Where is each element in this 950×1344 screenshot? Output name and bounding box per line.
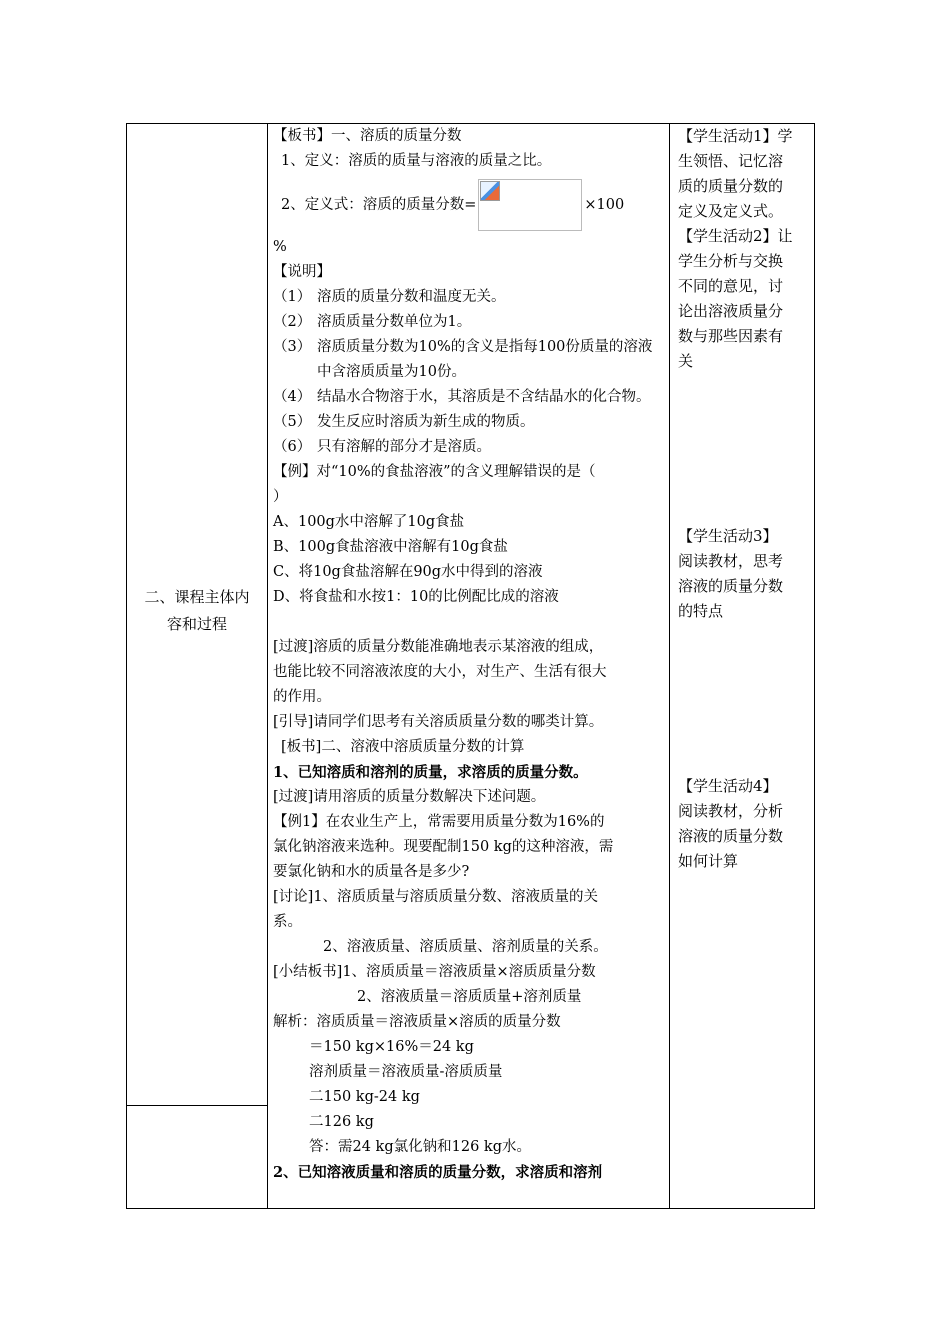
example1-line: 【例1】在农业生产上，常需要用质量分数为16%的 [273,814,605,830]
board-heading-1: 【板书】一、溶质的质量分数 [273,128,462,144]
activity-line: 阅读教材，分析 [678,802,784,820]
section-label-line: 容和过程 [166,615,227,633]
activity-line: 溶液的质量分数 [678,827,784,845]
note-text: 溶质的质量分数和温度无关。 [317,289,506,305]
note-item [273,335,665,385]
discuss-line-2: 2、溶液质量、溶质质量、溶剂质量的关系。 [323,939,608,955]
calc-heading-1: 1、已知溶质和溶剂的质量，求溶质的质量分数。 [273,764,588,781]
answer-line: 答：需24 kg氯化钠和126 kg水。 [309,1139,531,1155]
discuss-line: 系。 [273,914,302,930]
row-divider-left [127,1105,267,1106]
activity-line: 生领悟、记忆溶 [678,152,784,170]
calc-line: ＝150 kg×16%＝24 kg [309,1039,474,1055]
activity-line: 如何计算 [678,852,739,870]
note-number: （6） [273,439,312,455]
student-activity-4 [678,774,812,874]
activity-line: 定义及定义式。 [678,202,784,220]
activity-line: 【学生活动4】 [678,777,778,795]
activity-line: 阅读教材，思考 [678,552,784,570]
note-number: （4） [273,389,312,405]
lesson-content-cell [273,124,665,1185]
section-label-cell [127,584,267,638]
note-item [273,310,665,335]
calc-line: 二150 kg-24 kg [309,1089,420,1105]
example1-line: 氯化钠溶液来选种。现要配制150 kg的这种溶液，需 [273,839,614,855]
student-activity-1 [678,124,812,374]
discuss-line: [讨论]1、溶质质量与溶质质量分数、溶液质量的关 [273,889,599,905]
summary-line-1: [小结板书]1、溶质质量＝溶液质量×溶质质量分数 [273,964,596,980]
lesson-table [126,123,815,1209]
note-text: 结晶水合物溶于水，其溶质是不含结晶水的化合物。 [317,389,651,405]
note-number: （2） [273,314,312,330]
activity-line: 数与那些因素有 [678,327,784,345]
formula-image [478,179,582,231]
note-number: （3） [273,339,312,355]
note-text: 溶质质量分数单位为1。 [317,314,472,330]
note-item [273,285,665,310]
summary-line-2: 2、溶液质量＝溶质质量+溶剂质量 [357,989,582,1005]
calc-line: 溶剂质量＝溶液质量-溶质质量 [309,1064,503,1080]
spacer [273,610,665,635]
option-a: A、100g水中溶解了10g食盐 [273,514,465,530]
guide-line: [引导]请同学们思考有关溶质质量分数的哪类计算。 [273,714,604,730]
transition-line: [过渡]溶质的质量分数能准确地表示某溶液的组成， [273,639,604,655]
formula-percent: % [273,239,287,255]
note-item [273,385,665,410]
calc-line: 二126 kg [309,1114,374,1130]
formula-line [273,177,665,233]
option-b: B、100g食盐溶液中溶解有10g食盐 [273,539,508,555]
transition-line: 也能比较不同溶液浓度的大小，对生产、生活有很大 [273,664,607,680]
activity-line: 【学生活动2】让 [678,227,793,245]
analysis-line: 解析：溶质质量＝溶液质量×溶质的质量分数 [273,1014,561,1030]
example1-line: 要氯化钠和水的质量各是多少? [273,864,470,880]
note-text: 发生反应时溶质为新生成的物质。 [317,414,535,430]
note-title: 【说明】 [273,264,331,280]
calc-heading-2: 2、已知溶液质量和溶质的质量分数，求溶质和溶剂 [273,1164,603,1181]
board-heading-2: [板书]二、溶液中溶质质量分数的计算 [281,739,525,755]
activity-line: 质的质量分数的 [678,177,784,195]
note-number: （5） [273,414,312,430]
activity-line: 学生分析与交换 [678,252,784,270]
note-item [273,410,665,435]
note-text: 溶质质量分数为10%的含义是指每100份质量的溶液中含溶质质量为10份。 [317,339,653,380]
example-question: 【例】对“10%的食盐溶液”的含义理解错误的是（ [273,464,596,480]
option-c: C、将10g食盐溶解在90g水中得到的溶液 [273,564,543,580]
activity-line: 不同的意见，讨 [678,277,784,295]
note-text: 只有溶解的部分才是溶质。 [317,439,491,455]
transition-2: [过渡]请用溶质的质量分数解决下述问题。 [273,789,546,805]
section-label-line: 二、课程主体内 [144,588,250,606]
activity-line: 论出溶液质量分 [678,302,784,320]
broken-image-icon [480,181,500,201]
activity-line: 【学生活动3】 [678,527,778,545]
note-number: （1） [273,289,312,305]
note-item [273,435,665,460]
column-divider-2 [669,124,670,1208]
activity-line: 关 [678,352,694,370]
example-question-end: ） [273,489,288,505]
column-divider-1 [267,124,268,1208]
formula-label: 2、定义式：溶质的质量分数= [281,196,477,213]
activity-line: 溶液的质量分数 [678,577,784,595]
option-d: D、将食盐和水按1：10的比例配比成的溶液 [273,589,559,605]
formula-multiplier: ×100 [584,196,625,213]
activity-line: 【学生活动1】学 [678,127,793,145]
student-activity-3 [678,524,812,624]
transition-line: 的作用。 [273,689,331,705]
activity-line: 的特点 [678,602,724,620]
definition-line: 1、定义：溶质的质量与溶液的质量之比。 [281,153,552,169]
